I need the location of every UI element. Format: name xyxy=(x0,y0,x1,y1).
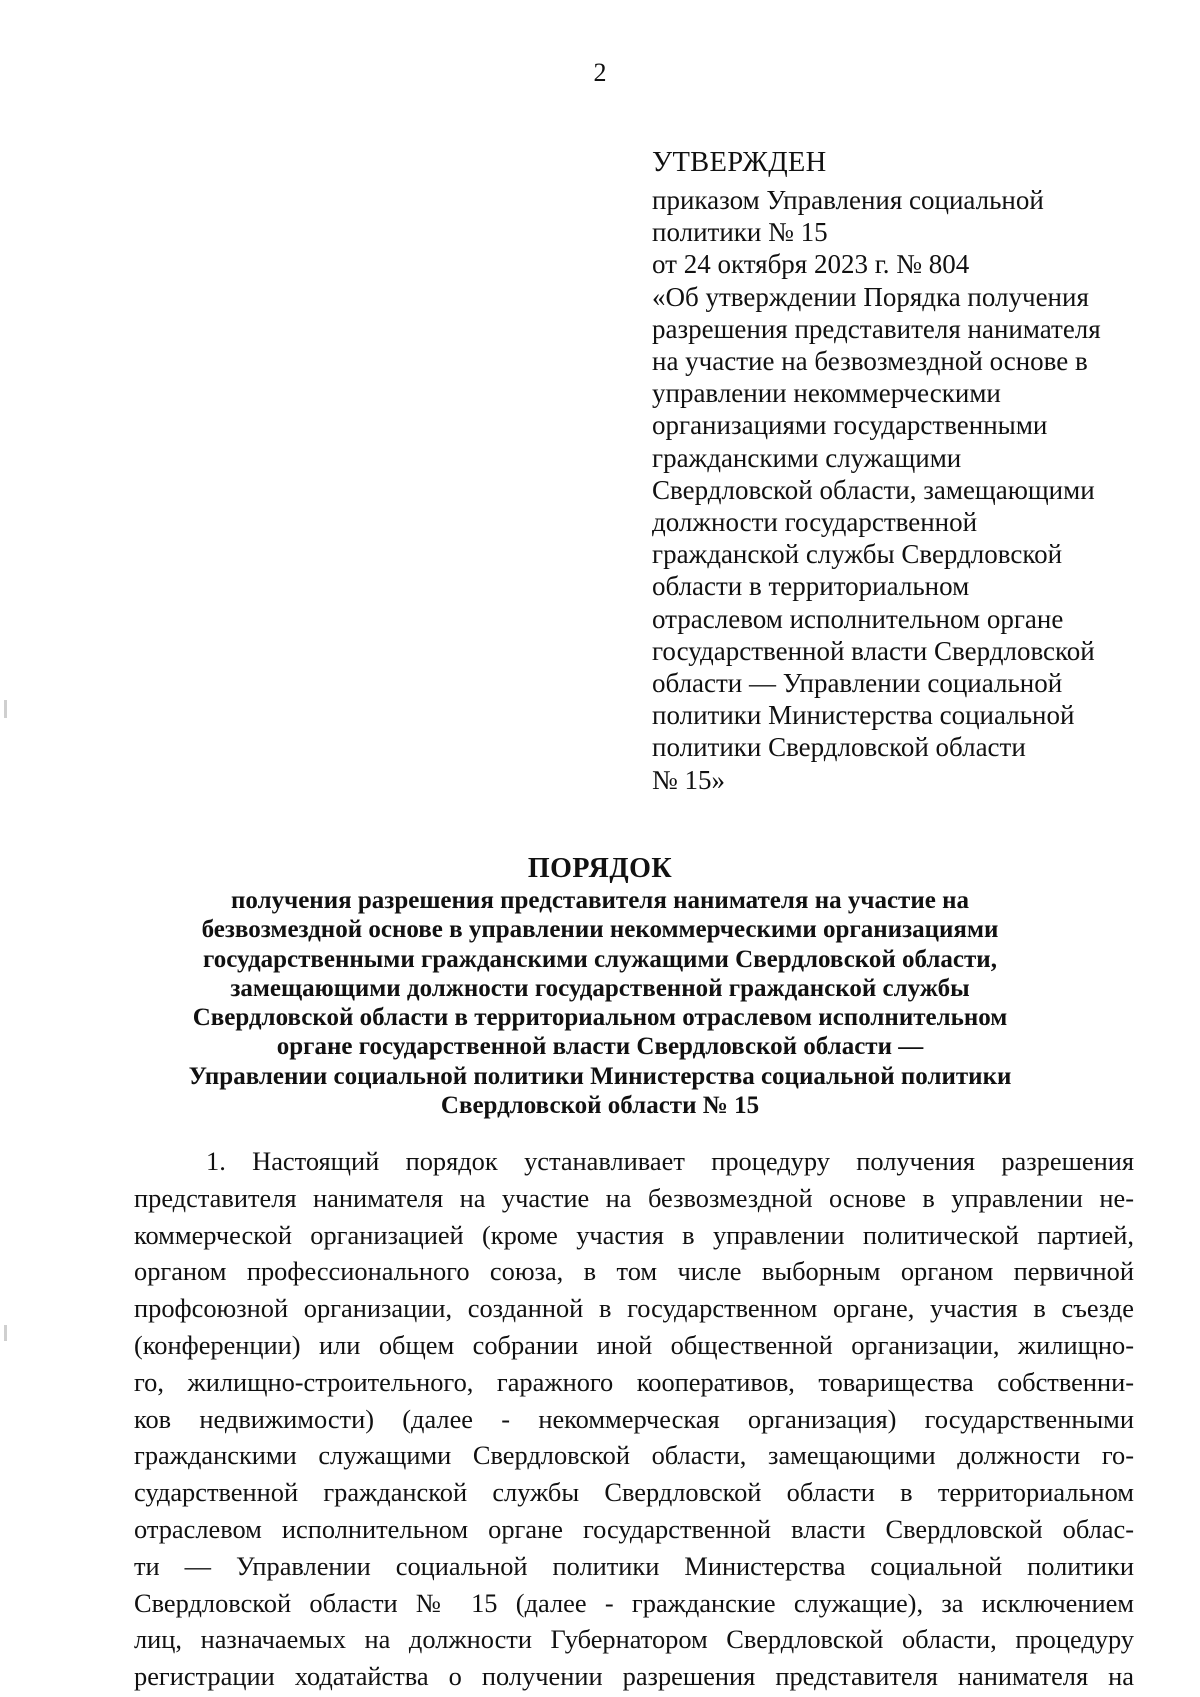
approval-line: гражданскими служащими xyxy=(652,442,962,473)
body-paragraph xyxy=(134,1143,1134,1695)
scan-edge-mark xyxy=(4,700,7,718)
approval-line: гражданской службы Свердловской xyxy=(652,539,1063,570)
approval-line: разрешения представителя нанимателя xyxy=(652,313,1101,344)
title-line: получения разрешения представителя нанимателя на участие на xyxy=(231,887,969,914)
approval-line: приказом Управления социальной xyxy=(652,185,1044,215)
approval-line: политики № 15 xyxy=(652,217,828,248)
approval-block xyxy=(652,146,1152,796)
body-line: ков недвижимости) (далее - некоммерческая организация) государственными xyxy=(134,1403,1134,1434)
body-lines xyxy=(134,1143,1134,1695)
title-line: Свердловской области в территориальном отраслевом исполнительном xyxy=(192,1004,1008,1032)
approval-line: государственной власти Свердловской xyxy=(652,635,1095,666)
approval-line: политики Министерства социальной xyxy=(652,700,1075,731)
approval-lines xyxy=(652,184,1152,796)
approval-line: политики Свердловской области xyxy=(652,732,1026,763)
body-line: профсоюзной организации, созданной в государственном органе, участия в съезде xyxy=(134,1293,1134,1324)
body-line: ти — Управлении социальной политики Министерства социальной политики xyxy=(134,1550,1134,1581)
approval-line: должности государственной xyxy=(652,507,978,538)
body-line: 1. Настоящий порядок устанавливает процедуру получения разрешения xyxy=(206,1146,1134,1176)
body-line: сударственной гражданской службы Свердловской области в территориальном xyxy=(134,1477,1134,1508)
body-line: лиц, назначаемых на должности Губернатором Свердловской области, процедуру xyxy=(134,1624,1134,1655)
page-number: 2 xyxy=(593,58,607,87)
approval-line: Свердловской области, замещающими xyxy=(652,474,1095,505)
title-line: органе государственной власти Свердловской области — xyxy=(276,1033,924,1061)
body-line: представителя нанимателя на участие на безвозмездной основе в управлении не- xyxy=(134,1182,1134,1213)
title-subtitle xyxy=(120,886,1080,1120)
title-main: ПОРЯДОК xyxy=(527,853,673,884)
approval-line: от 24 октября 2023 г. № 804 xyxy=(652,249,970,280)
body-line: го, жилищно-строительного, гаражного кооперативов, товарищества собственни- xyxy=(134,1366,1134,1397)
approval-line: управлении некоммерческими xyxy=(652,378,1001,409)
document-title xyxy=(120,852,1080,1120)
approval-line: «Об утверждении Порядка получения xyxy=(652,281,1089,312)
approval-line: области — Управлении социальной xyxy=(652,668,1063,699)
body-line: гражданскими служащими Свердловской области, замещающими должности го- xyxy=(134,1440,1134,1471)
body-line: (конференции) или общем собрании иной общественной организации, жилищно- xyxy=(134,1329,1134,1360)
approval-heading: УТВЕРЖДЕН xyxy=(652,147,827,178)
title-line: безвозмездной основе в управлении некоммерческими организациями xyxy=(201,916,999,944)
body-line: Свердловской области № 15 (далее - гражданские служащие), за исключением xyxy=(134,1587,1134,1618)
approval-line: № 15» xyxy=(652,764,726,795)
title-line: Свердловской области № 15 xyxy=(440,1092,760,1120)
approval-line: организациями государственными xyxy=(652,410,1048,441)
body-line: органом профессионального союза, в том числе выборным органом первичной xyxy=(134,1256,1134,1287)
body-line: коммерческой организацией (кроме участия в управлении политической партией, xyxy=(134,1219,1134,1250)
scan-edge-mark xyxy=(4,1325,7,1341)
approval-line: области в территориальном xyxy=(652,571,970,602)
title-line: государственными гражданскими служащими Свердловской области, xyxy=(203,945,997,973)
title-line: Управлении социальной политики Министерства социальной политики xyxy=(188,1062,1012,1090)
approval-line: отраслевом исполнительном органе xyxy=(652,603,1064,634)
body-line: регистрации ходатайства о получении разрешения представителя нанимателя на xyxy=(134,1661,1134,1692)
approval-line: на участие на безвозмездной основе в xyxy=(652,346,1088,377)
title-line: замещающими должности государственной гражданской службы xyxy=(230,974,970,1002)
body-line: отраслевом исполнительном органе государственной власти Свердловской облас- xyxy=(134,1513,1134,1544)
